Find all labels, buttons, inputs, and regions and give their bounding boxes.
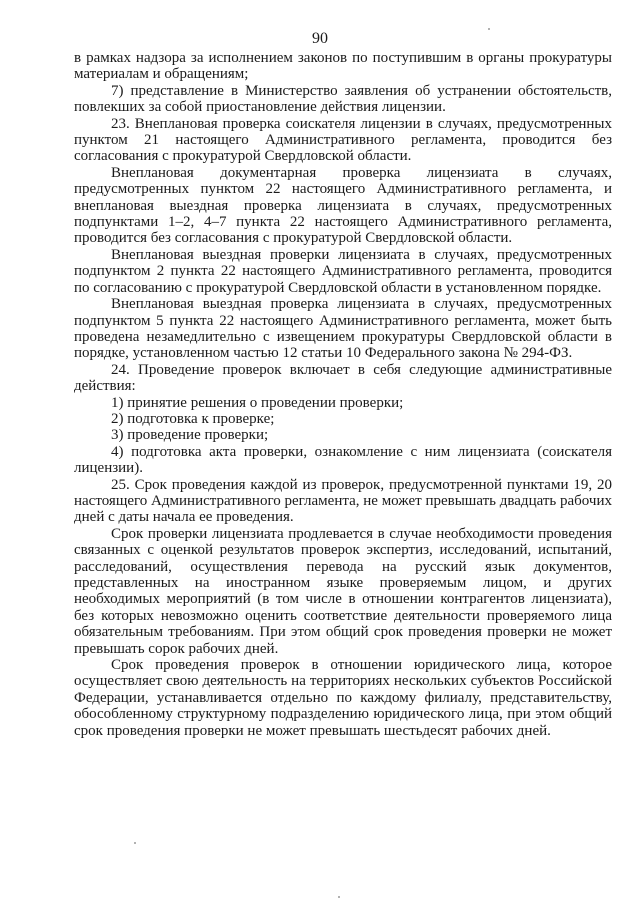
paragraph-documentary-inspection: Внеплановая документарная проверка лицензиата в случаях, предусмотренных пунктом 22 настоящего Административного регламента, и внеплановая выездная проверка лицензиата в случаях, предусмотренных подпунктами 1–2, 4–7 пункта 22 настоящего Административного регламента, проводится без согласования с прокуратурой Свердловской области. [74, 164, 612, 247]
paragraph-extension: Срок проверки лицензиата продлевается в случае необходимости проведения связанных с оценкой результатов проверок экспертиз, исследований, испытаний, расследований, осуществления перевода на русский язык документов, представленных на иностранном языке проверяемым лицом, и других необходимых мероприятий (в том числе в отношении контрагентов лицензиата), без которых невозможно оценить соответствие деятельности проверяемого лица обязательным требованиям. При этом общий срок проведения проверки не может превышать сорок рабочих дней. [74, 525, 612, 657]
paragraph-clause-24: 24. Проведение проверок включает в себя следующие административные действия: [74, 361, 612, 395]
paragraph-clause-23: 23. Внеплановая проверка соискателя лицензии в случаях, предусмотренных пунктом 21 настоящего Административного регламента, проводится без согласования с прокуратурой Свердловской области. [74, 115, 612, 165]
paragraph-onsite-inspection-approval: Внеплановая выездная проверки лицензиата в случаях, предусмотренных подпунктом 2 пункта 22 настоящего Административного регламента, проводится по согласованию с прокуратурой Свердловской области в установленном порядке. [74, 246, 612, 296]
paragraph-clause-25: 25. Срок проведения каждой из проверок, предусмотренной пунктами 19, 20 настоящего Административного регламента, не может превышать двадцать рабочих дней с даты начала ее проведения. [74, 476, 612, 526]
paragraph-item-7: 7) представление в Министерство заявления об устранении обстоятельств, повлекших за собой приостановление действия лицензии. [74, 82, 612, 116]
list-item-preparation: 2) подготовка к проверке; [111, 410, 275, 427]
scan-speck [338, 896, 340, 898]
document-body [74, 50, 612, 739]
page-number: 90 [312, 30, 328, 47]
paragraph-onsite-inspection-immediate: Внеплановая выездная проверка лицензиата в случаях, предусмотренных подпунктом 5 пункта 22 настоящего Административного регламента, может быть проведена незамедлительно с извещением прокуратуры Свердловской области в порядке, установленном частью 12 статьи 10 Федерального закона № 294-ФЗ. [74, 296, 612, 362]
paragraph-multi-region: Срок проведения проверок в отношении юридического лица, которое осуществляет свою деятельность на территориях нескольких субъектов Российской Федерации, устанавливается отдельно по каждому филиалу, представительству, обособленному структурному подразделению юридического лица, при этом общий срок проведения проверки не может превышать шестьдесят рабочих дней. [74, 657, 612, 739]
list-item-decision: 1) принятие решения о проведении проверки; [111, 394, 404, 411]
list-item-conduct: 3) проведение проверки; [111, 427, 269, 444]
list-item-act: 4) подготовка акта проверки, ознакомление с ним лицензиата (соискателя лицензии). [74, 443, 612, 477]
scan-speck [134, 842, 136, 844]
scan-speck [488, 28, 490, 30]
paragraph-intro-continuation: в рамках надзора за исполнением законов по поступившим в органы прокуратуры материалам и обращениям; [74, 50, 612, 83]
